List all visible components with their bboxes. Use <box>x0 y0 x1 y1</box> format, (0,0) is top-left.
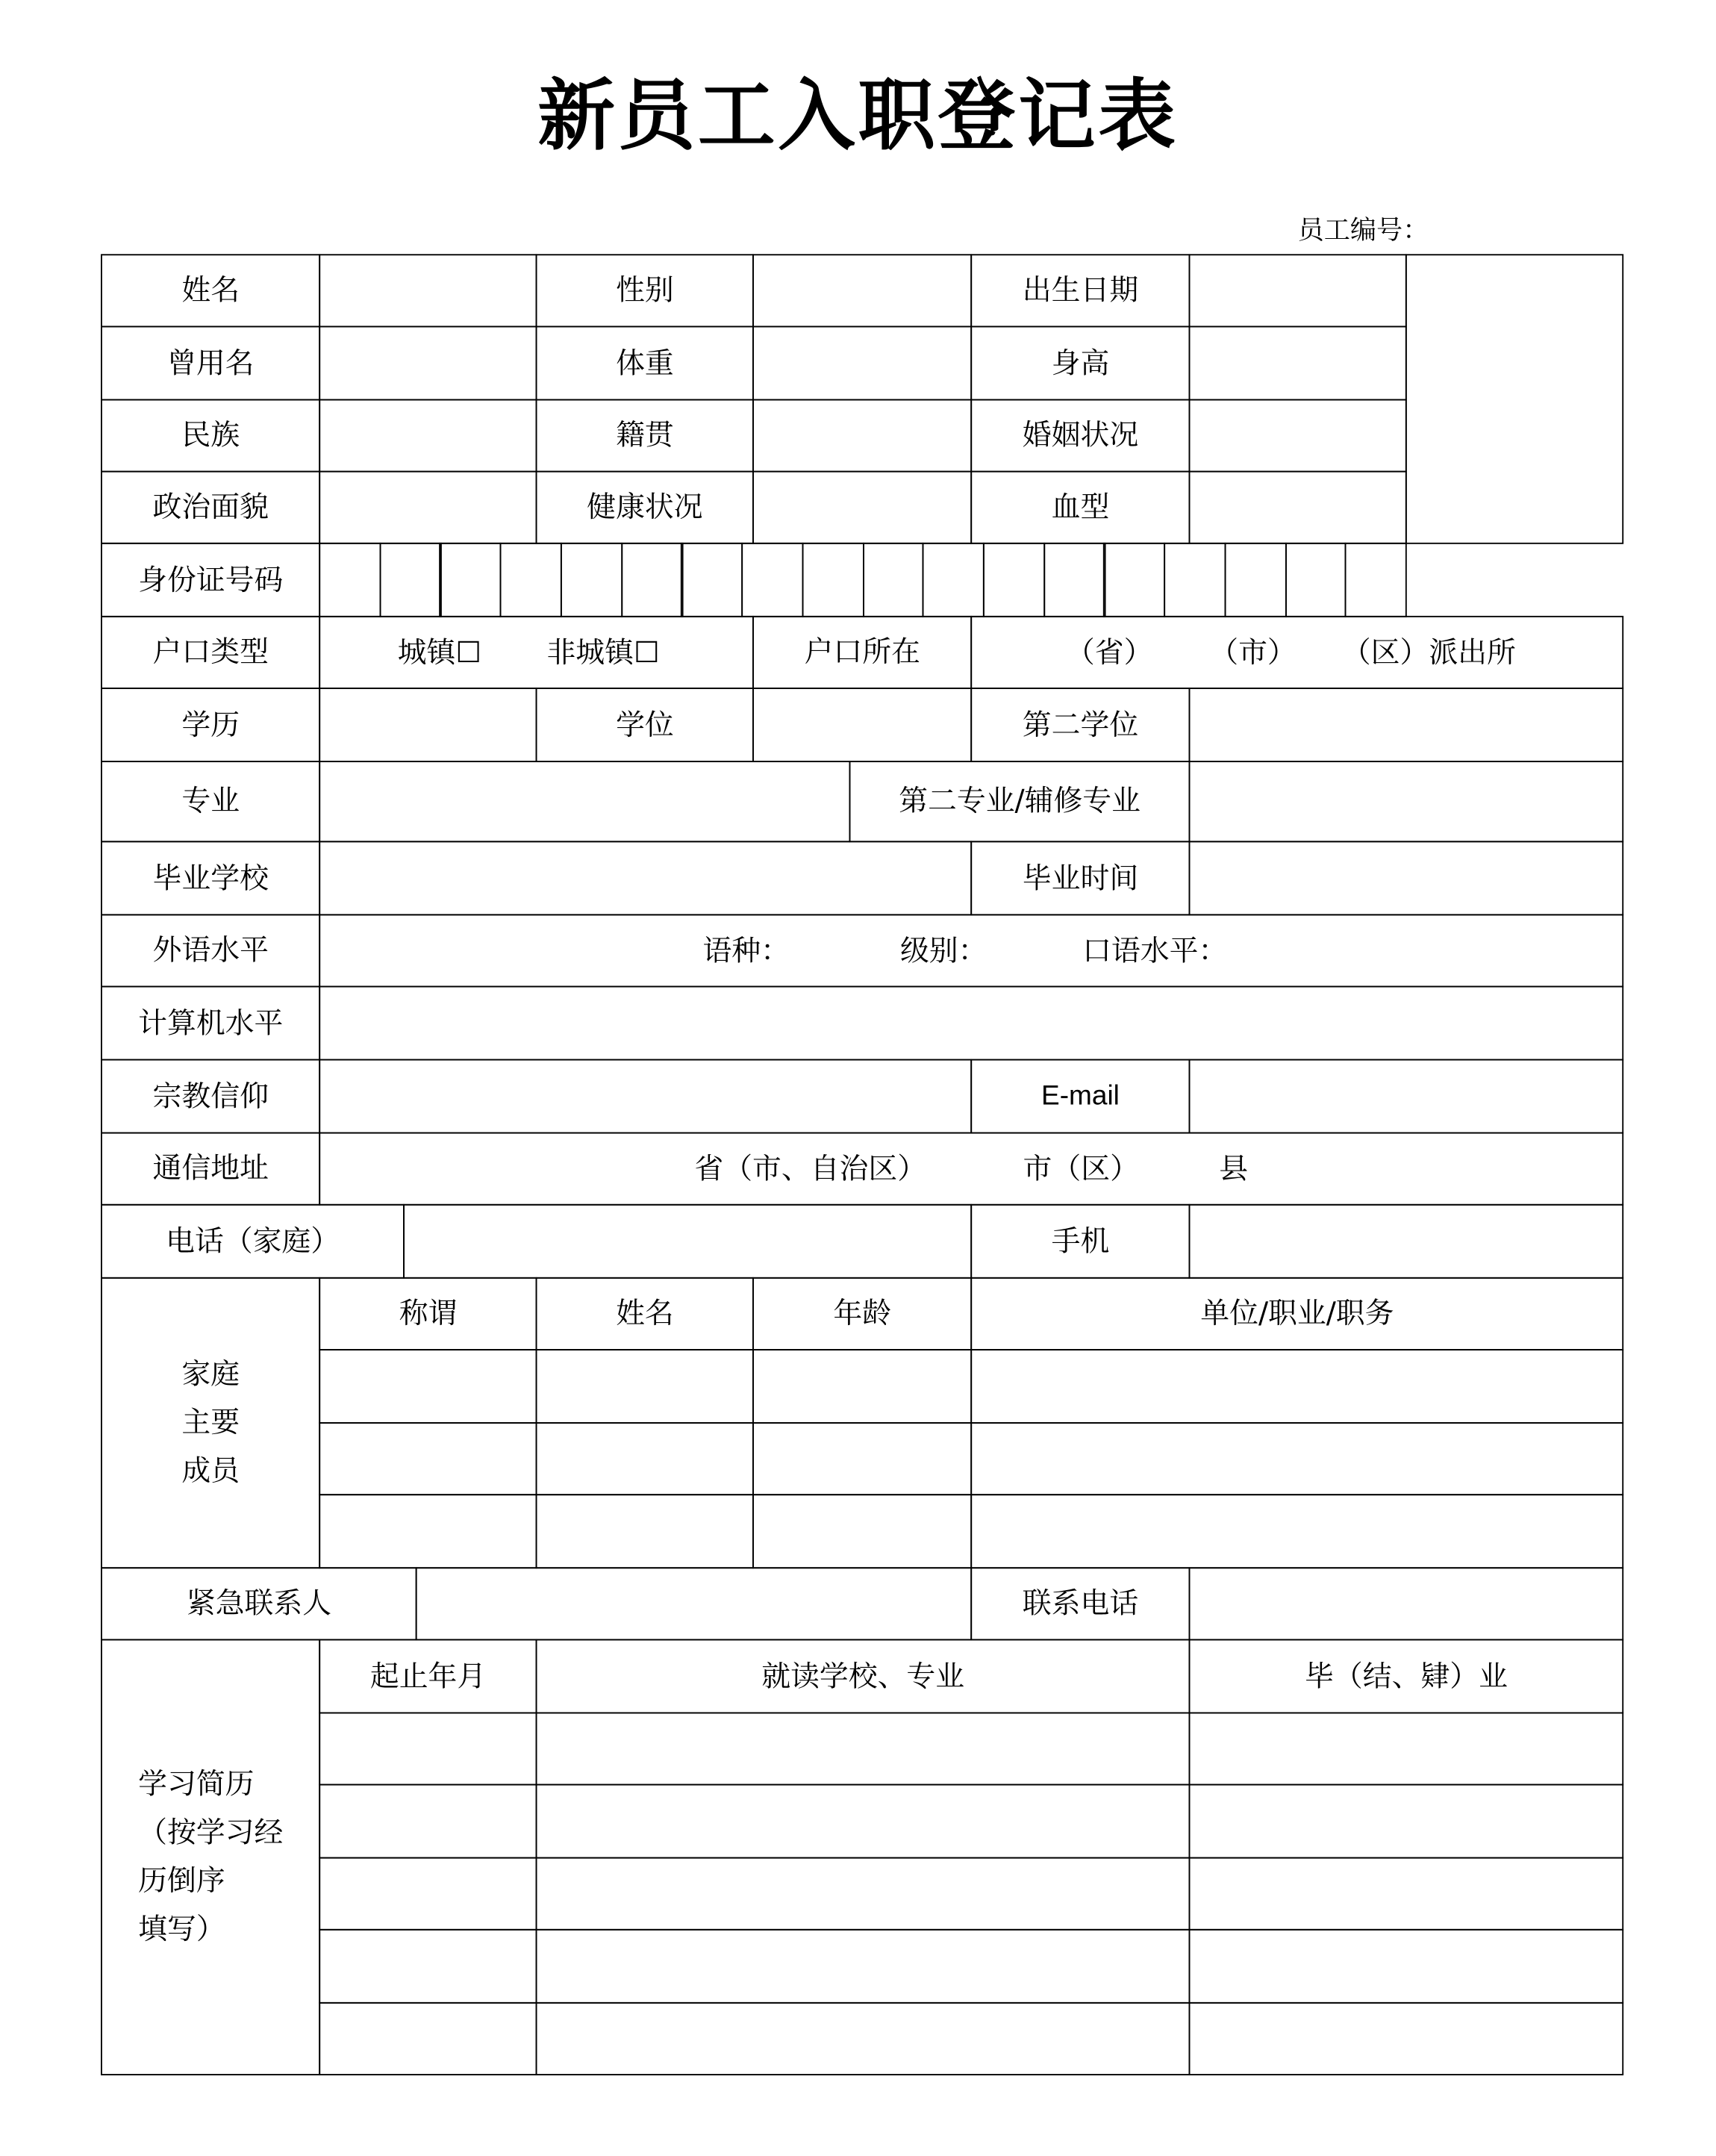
hl-province-text: （省） <box>1065 635 1153 669</box>
label-study-history <box>101 1639 320 2075</box>
header-name <box>536 1277 755 1350</box>
study-school-field[interactable] <box>536 1713 1191 1786</box>
label-id-number-text: 身份证号码 <box>138 562 284 596</box>
family-relation-field[interactable] <box>319 1494 537 1568</box>
label-address <box>101 1132 320 1206</box>
study-status-field[interactable] <box>1189 2002 1624 2075</box>
family-job-field[interactable] <box>970 1422 1623 1495</box>
label-ethnicity <box>101 399 320 473</box>
header-job-text: 单位/职业/职务 <box>1200 1296 1394 1330</box>
label-id-number <box>101 543 320 617</box>
label-health_status <box>536 471 755 544</box>
label-mobile <box>970 1204 1190 1279</box>
home-phone-field[interactable] <box>403 1204 972 1279</box>
id-digit-field[interactable] <box>923 543 985 617</box>
blood_type-field[interactable] <box>1189 471 1408 544</box>
mobile-field[interactable] <box>1189 1204 1624 1279</box>
label-height <box>970 326 1190 401</box>
former_name-field[interactable] <box>319 326 537 401</box>
label-health_status-text: 健康状况 <box>587 490 703 524</box>
household-rural-text: 非城镇☐ <box>546 635 660 669</box>
id-digit-field[interactable] <box>500 543 562 617</box>
label-graduate-school-text: 毕业学校 <box>152 861 269 894</box>
family-name-field[interactable] <box>536 1494 755 1568</box>
religion-field[interactable] <box>319 1059 972 1134</box>
header-status-text: 毕（结、肄）业 <box>1305 1659 1508 1692</box>
study-school-field[interactable] <box>536 1784 1191 1859</box>
photo-box[interactable] <box>1405 254 1624 544</box>
label-political_status-text: 政治面貌 <box>152 490 269 524</box>
label-education <box>101 688 320 762</box>
id-digit-field[interactable] <box>561 543 623 617</box>
header-school-text: 就读学校、专业 <box>761 1659 965 1692</box>
study-school-field[interactable] <box>536 1857 1191 1931</box>
address-field[interactable] <box>319 1132 1623 1206</box>
label-home-phone <box>101 1204 405 1279</box>
study-school-field[interactable] <box>536 1929 1191 2004</box>
id-digit-field[interactable] <box>440 543 502 617</box>
header-school <box>536 1639 1191 1713</box>
study-status-field[interactable] <box>1189 1929 1624 2004</box>
native_place-field[interactable] <box>752 399 972 473</box>
label-graduate-time <box>970 841 1190 915</box>
label-political_status <box>101 471 320 544</box>
label-former_name <box>101 326 320 401</box>
label-education-text: 学历 <box>181 708 240 741</box>
id-digit-field[interactable] <box>802 543 864 617</box>
id-digit-field[interactable] <box>1345 543 1407 617</box>
weight-field[interactable] <box>752 326 972 401</box>
family-job-field[interactable] <box>970 1349 1623 1424</box>
addr-county-text: 县 <box>1219 1151 1249 1186</box>
label-native_place-text: 籍贯 <box>616 418 674 452</box>
label-emergency-contact <box>101 1567 417 1640</box>
family-relation-field[interactable] <box>319 1349 537 1424</box>
label-name <box>101 254 320 327</box>
fl-oral-text: 口语水平： <box>1082 933 1228 967</box>
id-digit-field[interactable] <box>1104 543 1166 617</box>
id-digit-field[interactable] <box>862 543 924 617</box>
label-second-major <box>849 761 1191 842</box>
study-period-field[interactable] <box>319 1857 537 1931</box>
label-former_name-text: 曾用名 <box>166 346 255 379</box>
major-field[interactable] <box>319 761 850 842</box>
marital_status-field[interactable] <box>1189 399 1408 473</box>
label-household-type-text: 户口类型 <box>152 635 269 669</box>
id-digit-field[interactable] <box>379 543 441 617</box>
label-religion-text: 宗教信仰 <box>152 1079 269 1113</box>
fl-level-text: 级别： <box>899 933 988 967</box>
family-name-field[interactable] <box>536 1422 755 1495</box>
study-period-field[interactable] <box>319 1784 537 1859</box>
household-type-options[interactable] <box>319 616 754 689</box>
label-weight-text: 体重 <box>616 346 674 379</box>
label-major <box>101 761 320 842</box>
foreign-language-field[interactable] <box>319 914 1623 987</box>
id-digit-field[interactable] <box>1224 543 1286 617</box>
header-period-text: 起止年月 <box>369 1659 487 1692</box>
label-blood_type <box>970 471 1190 544</box>
fl-language-text: 语种： <box>702 933 790 967</box>
label-address-text: 通信地址 <box>152 1151 269 1186</box>
study-status-field[interactable] <box>1189 1784 1624 1859</box>
label-degree <box>536 688 755 762</box>
email-field[interactable] <box>1189 1059 1624 1134</box>
label-gender <box>536 254 755 327</box>
label-gender-text: 性别 <box>616 273 674 307</box>
label-contact-phone <box>970 1567 1190 1640</box>
id-digit-field[interactable] <box>1164 543 1226 617</box>
study-status-field[interactable] <box>1189 1857 1624 1931</box>
label-family-members <box>101 1277 320 1569</box>
id-digit-field[interactable] <box>681 543 743 617</box>
label-degree-text: 学位 <box>616 708 674 741</box>
label-weight <box>536 326 755 401</box>
label-household-location-text: 户口所在 <box>804 635 920 669</box>
label-religion <box>101 1059 320 1134</box>
name-field[interactable] <box>319 254 537 327</box>
political_status-field[interactable] <box>319 471 537 544</box>
study-period-field[interactable] <box>319 1713 537 1786</box>
family-age-field[interactable] <box>752 1494 972 1568</box>
id-digit-field[interactable] <box>319 543 381 617</box>
study-status-field[interactable] <box>1189 1713 1624 1786</box>
id-digit-field[interactable] <box>741 543 803 617</box>
second-major-field[interactable] <box>1189 761 1624 842</box>
addr-province-text: 省（市、自治区） <box>694 1151 927 1186</box>
label-blood_type-text: 血型 <box>1051 490 1110 524</box>
study-period-field[interactable] <box>319 1929 537 2004</box>
study-school-field[interactable] <box>536 2002 1191 2075</box>
label-second-degree-text: 第二学位 <box>1022 708 1139 741</box>
hl-district-text: （区）派出所 <box>1341 635 1516 669</box>
label-birth_date-text: 出生日期 <box>1022 273 1139 307</box>
label-study-history-text: 学习简历 （按学习经 历倒序 填写） <box>138 1767 284 1946</box>
family-job-field[interactable] <box>970 1494 1623 1568</box>
birth_date-field[interactable] <box>1189 254 1408 327</box>
ethnicity-field[interactable] <box>319 399 537 473</box>
label-computer-level-text: 计算机水平 <box>138 1006 284 1039</box>
hl-city-text: （市） <box>1209 635 1297 669</box>
id-digit-field[interactable] <box>1285 543 1347 617</box>
id-digit-field[interactable] <box>983 543 1045 617</box>
graduate-time-field[interactable] <box>1189 841 1624 915</box>
label-computer-level <box>101 986 320 1061</box>
employee-number-label: 员工编号： <box>1297 215 1429 246</box>
header-status <box>1189 1639 1624 1713</box>
header-relation <box>319 1277 537 1350</box>
label-household-type <box>101 616 320 689</box>
household-urban-text: 城镇☐ <box>397 635 482 669</box>
label-second-major-text: 第二专业/辅修专业 <box>899 784 1141 818</box>
label-contact-phone-text: 联系电话 <box>1022 1586 1139 1620</box>
label-name-text: 姓名 <box>181 273 240 307</box>
id-digit-field[interactable] <box>621 543 683 617</box>
label-foreign-language-text: 外语水平 <box>152 933 269 967</box>
header-period <box>319 1639 537 1713</box>
form-title: 新员工入职登记表 <box>537 72 1179 162</box>
header-name-text: 姓名 <box>616 1296 674 1330</box>
contact-phone-field[interactable] <box>1189 1567 1624 1640</box>
label-height-text: 身高 <box>1051 346 1110 379</box>
label-household-location <box>752 616 972 689</box>
label-major-text: 专业 <box>181 784 240 818</box>
label-ethnicity-text: 民族 <box>181 418 240 452</box>
header-relation-text: 称谓 <box>399 1296 458 1330</box>
degree-field[interactable] <box>752 688 972 762</box>
household-location-field[interactable] <box>970 616 1623 689</box>
family-age-field[interactable] <box>752 1422 972 1495</box>
label-mobile-text: 手机 <box>1051 1224 1110 1258</box>
graduate-school-field[interactable] <box>319 841 972 915</box>
header-age <box>752 1277 972 1350</box>
family-age-field[interactable] <box>752 1349 972 1424</box>
label-home-phone-text: 电话（家庭） <box>166 1224 340 1258</box>
label-email-text: E-mail <box>1041 1080 1120 1112</box>
label-foreign-language <box>101 914 320 987</box>
label-marital_status-text: 婚姻状况 <box>1022 418 1139 452</box>
gender-field[interactable] <box>752 254 972 327</box>
label-emergency-contact-text: 紧急联系人 <box>186 1586 332 1620</box>
emergency-contact-field[interactable] <box>416 1567 973 1640</box>
label-graduate-time-text: 毕业时间 <box>1022 861 1139 894</box>
header-age-text: 年龄 <box>833 1296 892 1330</box>
header-job <box>970 1277 1623 1350</box>
second-degree-field[interactable] <box>1189 688 1624 762</box>
addr-city-text: 市（区） <box>1023 1151 1139 1186</box>
label-marital_status <box>970 399 1190 473</box>
height-field[interactable] <box>1189 326 1408 401</box>
label-second-degree <box>970 688 1190 762</box>
label-family-members-text: 家庭 主要 成员 <box>181 1357 240 1488</box>
label-native_place <box>536 399 755 473</box>
label-email <box>970 1059 1190 1134</box>
health_status-field[interactable] <box>752 471 972 544</box>
id-digit-field[interactable] <box>1043 543 1105 617</box>
label-graduate-school <box>101 841 320 915</box>
family-relation-field[interactable] <box>319 1422 537 1495</box>
computer-level-field[interactable] <box>319 986 1623 1061</box>
family-name-field[interactable] <box>536 1349 755 1424</box>
study-period-field[interactable] <box>319 2002 537 2075</box>
label-birth_date <box>970 254 1190 327</box>
education-field[interactable] <box>319 688 537 762</box>
